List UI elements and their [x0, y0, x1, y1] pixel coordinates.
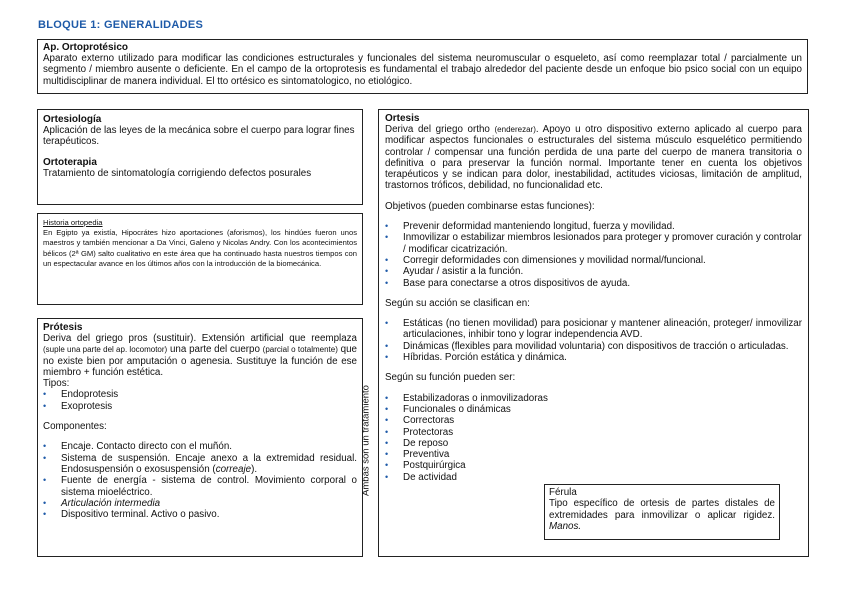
c4: Articulación intermedia — [61, 497, 161, 509]
objetivos-label: Objetivos (pueden combinarse estas funciones): — [385, 200, 595, 212]
protesis-box — [37, 318, 363, 557]
list-item — [43, 453, 357, 476]
list-item: • Estáticas (no tienen movilidad) para posicionar y mantener alineación, proteger/ inmovilizar articulaciones, inhibir tono y lograr independencia AVD. — [385, 318, 802, 341]
ortesis-t3: . Apoyo u otro dispositivo externo aplicado al cuerpo para modificar aspectos funcionales o estructurales del sistema músculo esquelético permitiendo controlar / compensar una función perdida de una parte del cuerpo de manera transitoria o definitiva o para preservar la función normal. Importante tener en cuenta los objetivos terapéuticos y se indican para dolor, inestabilidad, actitudes viciosas, limitación de amplitud, trastornos tróficos, debilidad, no funcionalidad etc. — [385, 124, 802, 192]
list-item: • Postquirúrgica — [385, 460, 802, 471]
list-item: • Base para conectarse a otros dispositivos de ayuda. — [385, 278, 802, 289]
ortesis-text — [385, 124, 802, 192]
c2c: ). — [251, 463, 258, 475]
list-item — [43, 498, 357, 509]
historia-text: En Egipto ya existía, Hipocrátes hizo aportaciones (aforismos), los hindúes fueron unos maestros y también mencionar a Da Vinci, Galeno y Nicolas Andry. Con los acontecimientos bélicos (2ª GM) salto cualitativo en este área que ha continuado hasta nuestros tiempos con un espectacular avance en los últimos años con la introducción de la biomecánica. — [43, 228, 357, 268]
list-item: • De actividad — [385, 472, 802, 483]
list-item: • Encaje. Contacto directo con el muñón. — [43, 441, 357, 452]
list-item: • De reposo — [385, 438, 802, 449]
protesis-text — [43, 333, 357, 378]
vertical-label — [356, 360, 370, 520]
historia-box — [37, 213, 363, 305]
protesis-t1: Deriva del griego pros (sustituir). — [43, 333, 197, 344]
historia-heading: Historia ortopedia — [43, 218, 103, 227]
ferula-text — [549, 498, 775, 532]
list-item: • Corregir deformidades con dimensiones y movilidad normal/funcional. — [385, 255, 802, 266]
ortoterapia-heading: Ortoterapia — [43, 156, 97, 168]
protesis-heading: Prótesis — [43, 322, 83, 333]
accion-list — [385, 318, 802, 363]
protesis-t5: (parcial o totalmente) — [262, 345, 338, 355]
componentes-list — [43, 441, 357, 520]
list-item: • Ayudar / asistir a la función. — [385, 266, 802, 277]
list-item: • Funcionales o dinámicas — [385, 404, 802, 415]
protesis-t6: que no existe bien por amputación o agenesia. Sustituye la función de ese miembro + función estética. — [43, 344, 357, 378]
ortesiologia-heading: Ortesiología — [43, 114, 102, 125]
list-item: • Estabilizadoras o inmovilizadoras — [385, 393, 802, 404]
ortesiologia-text: Aplicación de las leyes de la mecánica sobre el cuerpo para lograr fines terapéuticos. — [43, 125, 355, 148]
protesis-t2: Extensión artificial que reemplaza — [196, 333, 357, 344]
list-item: • Preventiva — [385, 449, 802, 460]
objetivos-list — [385, 221, 802, 289]
list-item: • Prevenir deformidad manteniendo longitud, fuerza y movilidad. — [385, 221, 802, 232]
protesis-t4: una parte del cuerpo — [167, 344, 263, 356]
ferula-heading: Férula — [549, 487, 577, 498]
ortesis-t1: Deriva del griego ortho — [385, 124, 495, 135]
c2a: Sistema de suspensión. Encaje anexo a la extremidad residual. Endosuspensión o exosuspensión ( — [61, 452, 357, 475]
funcion-label: Según su función pueden ser: — [385, 372, 516, 384]
list-item: • Correctoras — [385, 415, 802, 426]
list-item: • Protectoras — [385, 427, 802, 438]
list-item: • Dispositivo terminal. Activo o pasivo. — [43, 509, 357, 520]
list-item: • Inmovilizar o estabilizar miembros lesionados para proteger y promover curación y controlar / modificar cicatrización. — [385, 232, 802, 255]
intro-box — [37, 39, 808, 94]
tipos-list — [43, 389, 357, 412]
protesis-t3: (suple una parte del ap. locomotor) — [43, 345, 168, 355]
ortoterapia-text: Tratamiento de sintomatología corrigiendo defectos posurales — [43, 167, 312, 179]
vertical-label-text: Ambas son un tratamiento — [360, 385, 372, 496]
list-item: • Híbridas. Porción estática y dinámica. — [385, 352, 802, 363]
list-item: • Dinámicas (flexibles para movilidad voluntaria) con dispositivos de tracción o articuladas. — [385, 341, 802, 352]
c2b: correaje — [215, 463, 252, 475]
page-title: BLOQUE 1: GENERALIDADES — [38, 19, 204, 31]
tipos-label: Tipos: — [43, 378, 70, 390]
list-item: • Endoprotesis — [43, 389, 357, 400]
componentes-label: Componentes: — [43, 421, 107, 433]
list-item: • Fuente de energía - sistema de control. Movimiento corporal o sistema mioeléctrico. — [43, 475, 357, 498]
intro-text: Aparato externo utilizado para modificar las condiciones estructurales y funcionales del sistema neuromuscular o esqueleto, así como reemplazar total / parcialmente un segmento / miembro ausente o deficiente. En el campo de la ortoprotesis es fundamental el trabajo alrededor del paciente desde un enfoque bio psico social con un equipo multidisciplinar de manera individual. El tto ortésico es sintomatologico, no etiológico. — [43, 53, 802, 87]
intro-heading: Ap. Ortoprotésico — [43, 42, 129, 53]
funcion-list — [385, 393, 802, 483]
ortesis-heading: Ortesis — [385, 113, 420, 124]
ortesiologia-box — [37, 109, 363, 205]
ortesis-t2: (enderezar) — [494, 125, 536, 134]
ferula-italic: Manos. — [549, 520, 582, 532]
list-item: • Exoprotesis — [43, 401, 357, 412]
ferula-body: Tipo específico de ortesis de partes distales de extremidades para inmovilizar o aplicar rigidez. — [549, 498, 775, 521]
ferula-box — [544, 484, 780, 540]
accion-label: Según su acción se clasifican en: — [385, 297, 530, 309]
